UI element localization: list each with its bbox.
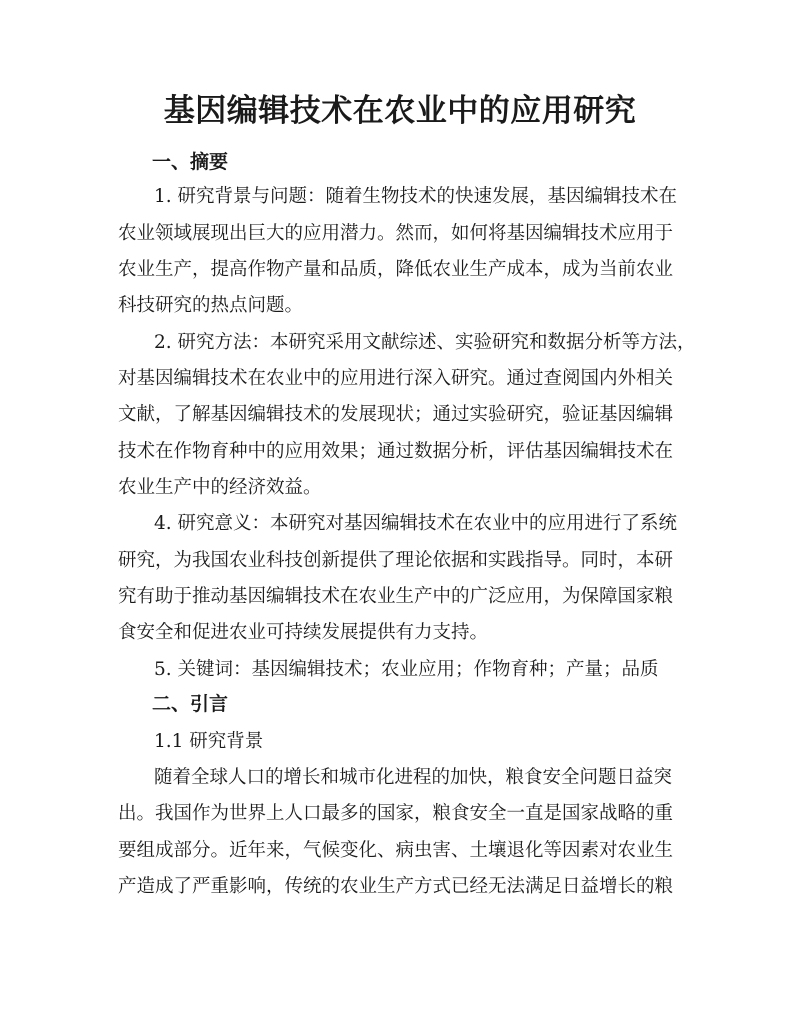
paragraph-line: 究有助于推动基因编辑技术在农业生产中的广泛应用，为保障国家粮 bbox=[118, 586, 674, 607]
paragraph-line: 食安全和促进农业可持续发展提供有力支持。 bbox=[118, 622, 489, 643]
paragraph-line: 农业生产中的经济效益。 bbox=[118, 477, 322, 498]
keywords-line: 5. 关键词：基因编辑技术；农业应用；作物育种；产量；品质 bbox=[154, 659, 659, 680]
section-heading-introduction: 二、引言 bbox=[152, 693, 229, 715]
paragraph-line: 2. 研究方法：本研究采用文献综述、实验研究和数据分析等方法， bbox=[154, 332, 696, 353]
paragraph-line: 4. 研究意义：本研究对基因编辑技术在农业中的应用进行了系统 bbox=[154, 513, 678, 534]
paragraph-line: 出。我国作为世界上人口最多的国家，粮食安全一直是国家战略的重 bbox=[118, 803, 674, 824]
subsection-heading-background: 1.1 研究背景 bbox=[154, 731, 264, 752]
paragraph-line: 技术在作物育种中的应用效果；通过数据分析，评估基因编辑技术在 bbox=[118, 441, 674, 462]
paragraph-line: 研究，为我国农业科技创新提供了理论依据和实践指导。同时，本研 bbox=[118, 550, 674, 571]
section-heading-abstract: 一、摘要 bbox=[152, 151, 229, 173]
paragraph-line: 文献，了解基因编辑技术的发展现状；通过实验研究，验证基因编辑 bbox=[118, 404, 674, 425]
paragraph-line: 产造成了严重影响，传统的农业生产方式已经无法满足日益增长的粮 bbox=[118, 876, 674, 897]
document-title: 基因编辑技术在农业中的应用研究 bbox=[163, 93, 637, 129]
paragraph-line: 要组成部分。近年来，气候变化、病虫害、土壤退化等因素对农业生 bbox=[118, 840, 674, 861]
paragraph-line: 科技研究的热点问题。 bbox=[118, 295, 304, 316]
paragraph-line: 随着全球人口的增长和城市化进程的加快，粮食安全问题日益突 bbox=[154, 767, 673, 788]
paragraph-line: 农业领域展现出巨大的应用潜力。然而，如何将基因编辑技术应用于 bbox=[118, 223, 674, 244]
paragraph-line: 农业生产，提高作物产量和品质，降低农业生产成本，成为当前农业 bbox=[118, 259, 674, 280]
paragraph-line: 对基因编辑技术在农业中的应用进行深入研究。通过查阅国内外相关 bbox=[118, 368, 674, 389]
paragraph-line: 1. 研究背景与问题：随着生物技术的快速发展，基因编辑技术在 bbox=[154, 186, 678, 207]
